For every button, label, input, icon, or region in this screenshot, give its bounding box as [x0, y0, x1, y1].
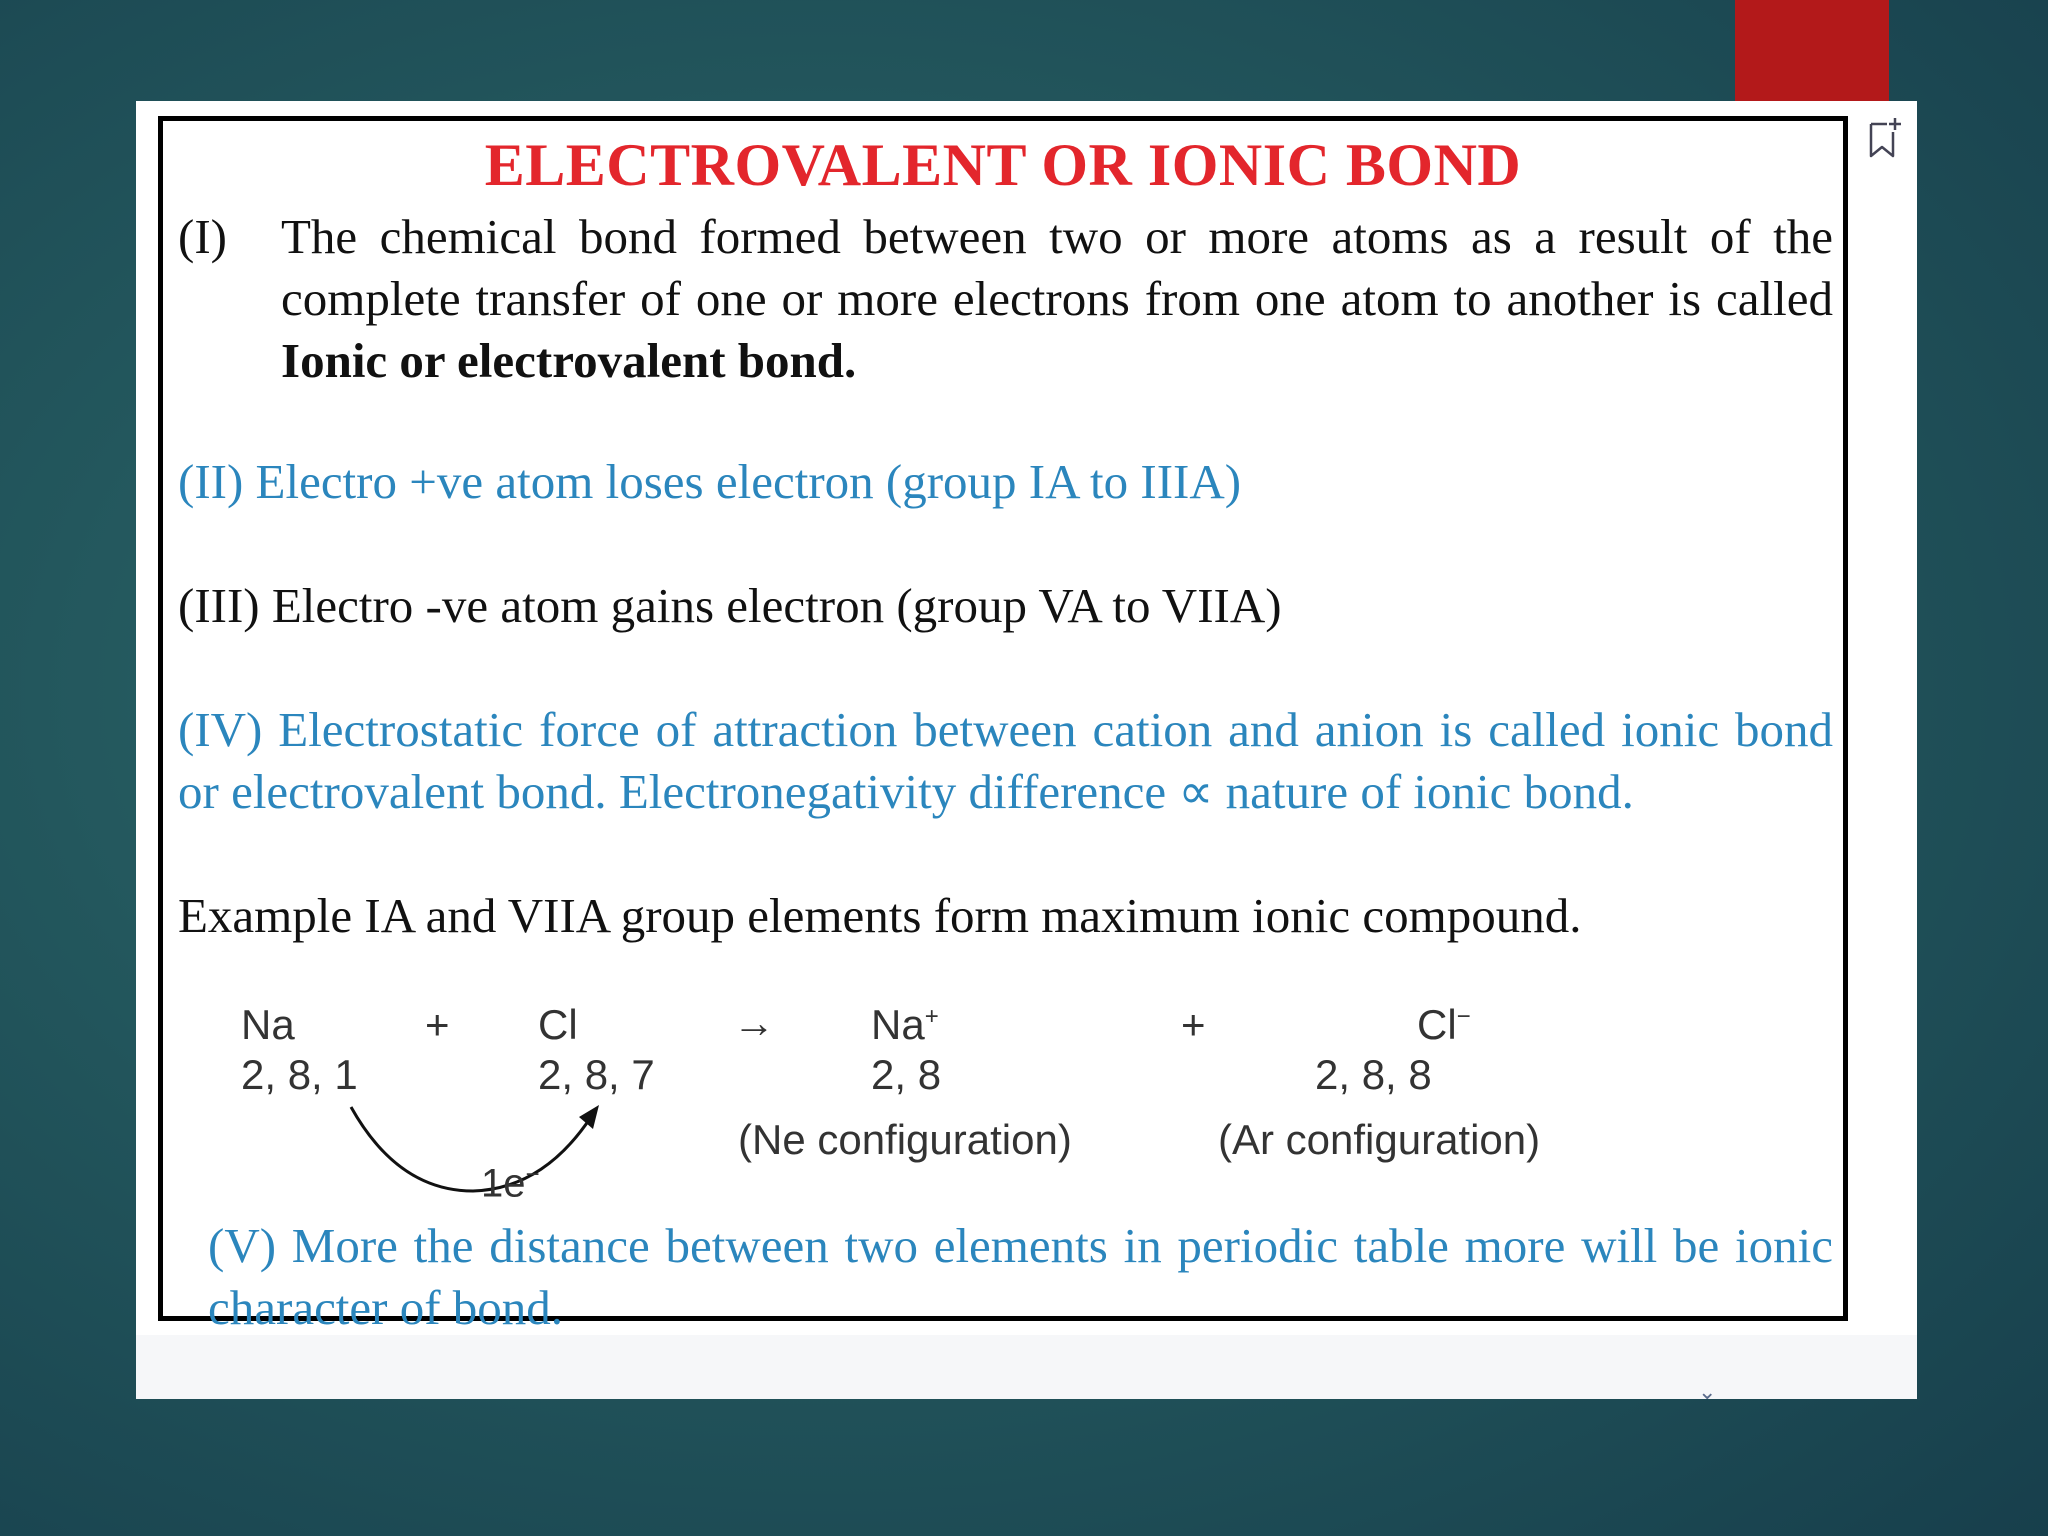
eq-electron-text: 1e [481, 1161, 526, 1206]
eq-arrow: → [733, 999, 775, 1046]
eq-na-ion-config: 2, 8 [871, 1051, 942, 1098]
eq-ne-config: (Ne configuration) [738, 1116, 1072, 1163]
point-3: (III) Electro -ve atom gains electron (group VA to VIIA) [178, 578, 1282, 633]
eq-cl: Cl [538, 1001, 578, 1048]
example-line: Example IA and VIIA group elements form maximum ionic compound. [178, 888, 1582, 943]
viewer-bottom-bar [136, 1335, 1917, 1405]
point-1-bold: Ionic or electrovalent bond. [281, 333, 857, 388]
point-1-body [281, 206, 1833, 392]
chevron-down-icon[interactable]: ⌄ [1698, 1380, 1717, 1405]
eq-cl-ion [1417, 1001, 1471, 1049]
eq-cl-config: 2, 8, 7 [538, 1051, 655, 1098]
eq-ar-config: (Ar configuration) [1218, 1116, 1541, 1163]
eq-na-ion [871, 1001, 939, 1049]
point-1 [178, 206, 1833, 392]
eq-electron-charge: − [525, 1161, 540, 1188]
eq-cl-ion-config: 2, 8, 8 [1315, 1051, 1432, 1098]
point-4: (IV) Electrostatic force of attraction between cation and anion is called ionic bond or electrovalent bond. Electronegativity difference ∝ nature of ionic bond. [178, 702, 1833, 819]
eq-plus-1: + [425, 1001, 450, 1048]
eq-na-ion-charge: + [924, 1003, 939, 1030]
eq-cl-ion-charge: − [1456, 1003, 1471, 1030]
slide-title: ELECTROVALENT OR IONIC BOND [484, 132, 1522, 198]
eq-na: Na [241, 1001, 295, 1048]
eq-plus-2: + [1181, 1001, 1206, 1048]
point-2: (II) Electro +ve atom loses electron (group IA to IIIA) [178, 454, 1242, 509]
content-frame [158, 116, 1848, 1335]
slide-image [136, 101, 1917, 1405]
eq-electron-label [481, 1161, 540, 1206]
eq-na-config: 2, 8, 1 [241, 1051, 358, 1098]
eq-na-ion-symbol: Na [871, 1001, 925, 1048]
point-1-number: (I) [178, 209, 227, 264]
eq-cl-ion-symbol: Cl [1417, 1001, 1457, 1048]
point-5: (V) More the distance between two elements in periodic table more will be ionic character of bond. [208, 1218, 1833, 1335]
point-1-text: The chemical bond formed between two or more atoms as a result of the complete transfer of one or more electrons from one atom to another is called [281, 209, 1833, 326]
bookmark-icon[interactable] [1865, 116, 1905, 162]
electron-transfer-arrow [343, 1101, 603, 1201]
slide-accent-tab [1735, 0, 1889, 102]
